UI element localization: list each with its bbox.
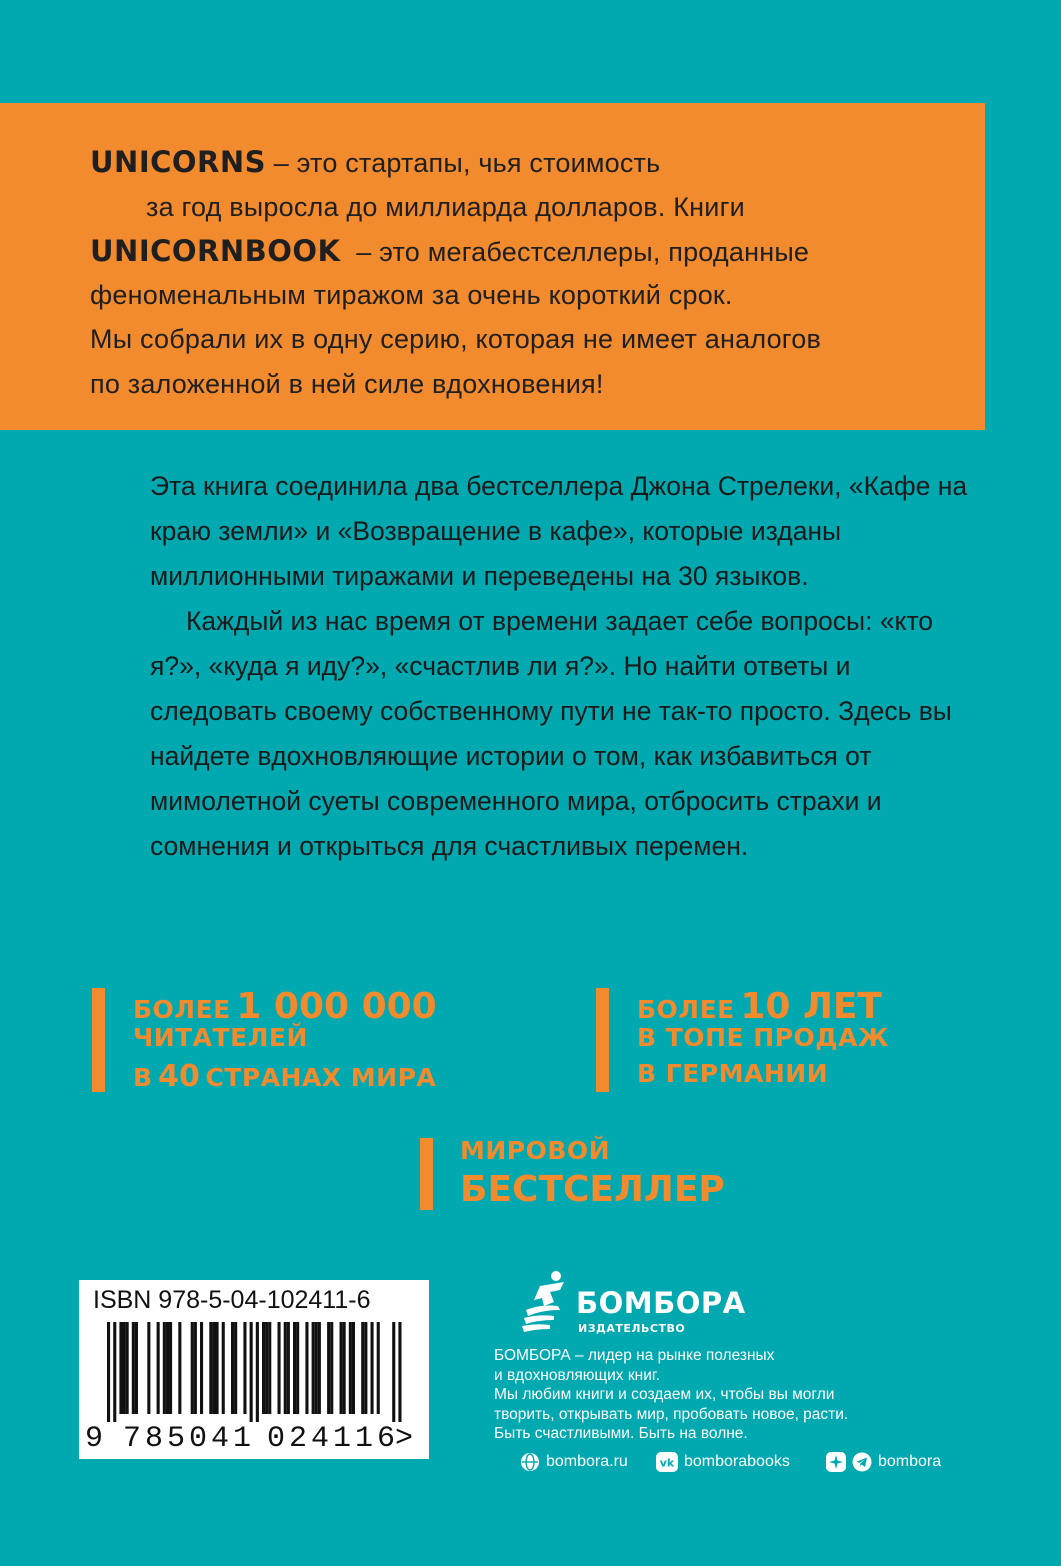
barcode-bar <box>349 1322 352 1414</box>
barcode-digit-first: 9 <box>85 1422 104 1456</box>
barcode-bar <box>243 1322 246 1414</box>
publisher-subtitle: ИЗДАТЕЛЬСТВО <box>578 1322 686 1335</box>
stat-readers-bar <box>92 988 105 1092</box>
barcode-bar <box>147 1322 150 1414</box>
barcode-bar <box>305 1322 308 1414</box>
barcode-bar <box>340 1322 343 1414</box>
promo-line-3 <box>90 234 809 268</box>
publisher-tagline <box>494 1346 954 1444</box>
social-text: bombora <box>878 1453 942 1470</box>
stat-bestseller-line-1: МИРОВОЙ <box>460 1136 611 1165</box>
barcode-bar <box>200 1322 203 1414</box>
barcode-bar <box>212 1322 215 1414</box>
promo-line-6: по заложенной в ней силе вдохновения! <box>90 369 604 399</box>
barcode-arrow: > <box>395 1422 414 1456</box>
barcode-bar <box>352 1322 355 1414</box>
stat-bestseller <box>460 1136 725 1210</box>
vk-link[interactable] <box>656 1452 790 1472</box>
barcode-bar <box>250 1322 253 1422</box>
website-link[interactable] <box>520 1452 628 1472</box>
barcode-bar <box>234 1322 237 1414</box>
barcode-bar <box>265 1322 268 1414</box>
isbn-text: ISBN 978-5-04-102411-6 <box>93 1286 371 1314</box>
barcode-bar <box>361 1322 364 1414</box>
tagline-line-2: и вдохновляющих книг. <box>494 1366 660 1384</box>
promo-box <box>0 103 985 430</box>
barcode-bar <box>330 1322 333 1414</box>
barcode-bar <box>157 1322 160 1414</box>
barcode-bar <box>377 1322 380 1414</box>
barcode-bar <box>364 1322 367 1414</box>
social-link[interactable] <box>826 1452 941 1472</box>
tagline-line-1: БОМБОРА – лидер на рынке полезных <box>494 1347 775 1364</box>
brand-unicorns: UNICORNS <box>90 145 267 179</box>
barcode <box>93 1322 415 1422</box>
barcode-bar <box>312 1322 315 1414</box>
barcode-bar <box>262 1322 265 1414</box>
barcode-bar <box>126 1322 129 1414</box>
barcode-bar <box>296 1322 299 1414</box>
stat-readers-prefix: БОЛЕЕ <box>133 995 231 1024</box>
stat-readers <box>133 986 437 1096</box>
barcode-bar <box>392 1322 395 1422</box>
barcode-bar <box>327 1322 330 1414</box>
promo-line-1-text: – это стартапы, чья стоимость <box>273 148 661 178</box>
promo-line-1 <box>90 145 660 179</box>
stat-readers-countries: 40 <box>158 1059 200 1094</box>
stat-readers-line-1 <box>133 986 437 1027</box>
barcode-bar <box>287 1322 290 1414</box>
barcode-bar <box>398 1322 401 1422</box>
barcode-bar <box>284 1322 287 1414</box>
barcode-bar <box>166 1322 169 1414</box>
barcode-bar <box>132 1322 135 1414</box>
stat-readers-number: 1 000 000 <box>236 986 437 1027</box>
website-text: bombora.ru <box>546 1453 628 1470</box>
barcode-bar <box>371 1322 374 1414</box>
promo-line-5: Мы собрали их в одну серию, которая не имеет аналогов <box>90 324 822 354</box>
promo-line-2: за год выросла до миллиарда долларов. Книги <box>146 192 745 222</box>
stat-years <box>637 986 889 1096</box>
barcode-bar <box>315 1322 318 1414</box>
barcode-bar <box>268 1322 271 1414</box>
barcode-bar <box>209 1322 212 1414</box>
barcode-bar <box>194 1322 197 1414</box>
barcode-bar <box>178 1322 181 1414</box>
stat-years-line-3: В ГЕРМАНИИ <box>637 1059 829 1088</box>
barcode-group-1: 785041 <box>123 1422 256 1456</box>
tagline-line-3: Мы любим книги и создаем их, чтобы вы могли <box>494 1386 835 1403</box>
tagline-line-4: творить, открывать мир, пробовать новое, расти. <box>494 1405 849 1423</box>
barcode-bar <box>278 1322 281 1414</box>
vk-text: bomborabooks <box>684 1453 790 1470</box>
barcode-bar <box>163 1322 166 1414</box>
barcode-bar <box>231 1322 234 1414</box>
vk-icon <box>656 1452 678 1472</box>
stat-years-line-2: В ТОПЕ ПРОДАЖ <box>637 1023 889 1052</box>
description-paragraph-2: Каждый из нас время от времени задает себе вопросы: «кто я?», «куда я иду?», «счастлив ли я?». Но найти ответы и следовать своему собственному пути не так-то просто. Здесь вы найдете вдохновляющие истории о том, как избавиться от мимолетной суеты современного мира, отбросить страхи и сомнения и открыться для счастливых перемен. <box>150 606 952 861</box>
stat-years-prefix: БОЛЕЕ <box>637 995 735 1024</box>
promo-line-4: феноменальным тиражом за очень короткий срок. <box>90 280 733 310</box>
barcode-bar <box>293 1322 296 1414</box>
barcode-bar <box>123 1322 126 1414</box>
globe-icon <box>520 1452 540 1472</box>
promo-line-3-text: – это мегабестселлеры, проданные <box>356 237 810 267</box>
barcode-bar <box>256 1322 259 1422</box>
stat-years-bar <box>596 988 609 1092</box>
tagline-line-5: Быть счастливыми. Быть на волне. <box>494 1425 748 1442</box>
description-paragraph-1: Эта книга соединила два бестселлера Джона Стрелеки, «Кафе на краю земли» и «Возвращение в кафе», которые изданы миллионными тиражами и переведены на 30 языков. <box>150 471 968 591</box>
barcode-bar <box>119 1322 122 1414</box>
stat-readers-line-3-rest: СТРАНАХ МИРА <box>205 1063 437 1092</box>
barcode-bar <box>318 1322 321 1414</box>
barcode-bar <box>169 1322 172 1414</box>
barcode-bar <box>135 1322 138 1414</box>
stat-bestseller-line-2: БЕСТСЕЛЛЕР <box>460 1169 725 1210</box>
stat-years-line-1 <box>637 986 889 1027</box>
sparkle-icon <box>826 1452 846 1472</box>
stat-bestseller-bar <box>420 1138 433 1210</box>
telegram-icon <box>852 1452 872 1472</box>
brand-unicornbook: UNICORNBOOK <box>90 234 341 268</box>
svg-text:vk: vk <box>659 1456 675 1470</box>
barcode-bar <box>222 1322 225 1414</box>
stat-readers-line-2: ЧИТАТЕЛЕЙ <box>133 1023 308 1052</box>
barcode-bar <box>107 1322 110 1422</box>
surfer-icon <box>520 1270 576 1336</box>
barcode-bar <box>216 1322 219 1414</box>
barcode-bar <box>343 1322 346 1414</box>
barcode-group-2: 024116 <box>267 1422 400 1456</box>
stat-years-number: 10 ЛЕТ <box>740 986 882 1027</box>
barcode-card <box>79 1280 429 1459</box>
stat-readers-line-3-prefix: В <box>133 1063 153 1092</box>
publisher-name: БОМБОРА <box>576 1286 746 1320</box>
book-description <box>150 464 970 869</box>
stat-readers-line-3 <box>133 1059 437 1096</box>
barcode-bar <box>113 1322 116 1422</box>
barcode-bar <box>191 1322 194 1414</box>
